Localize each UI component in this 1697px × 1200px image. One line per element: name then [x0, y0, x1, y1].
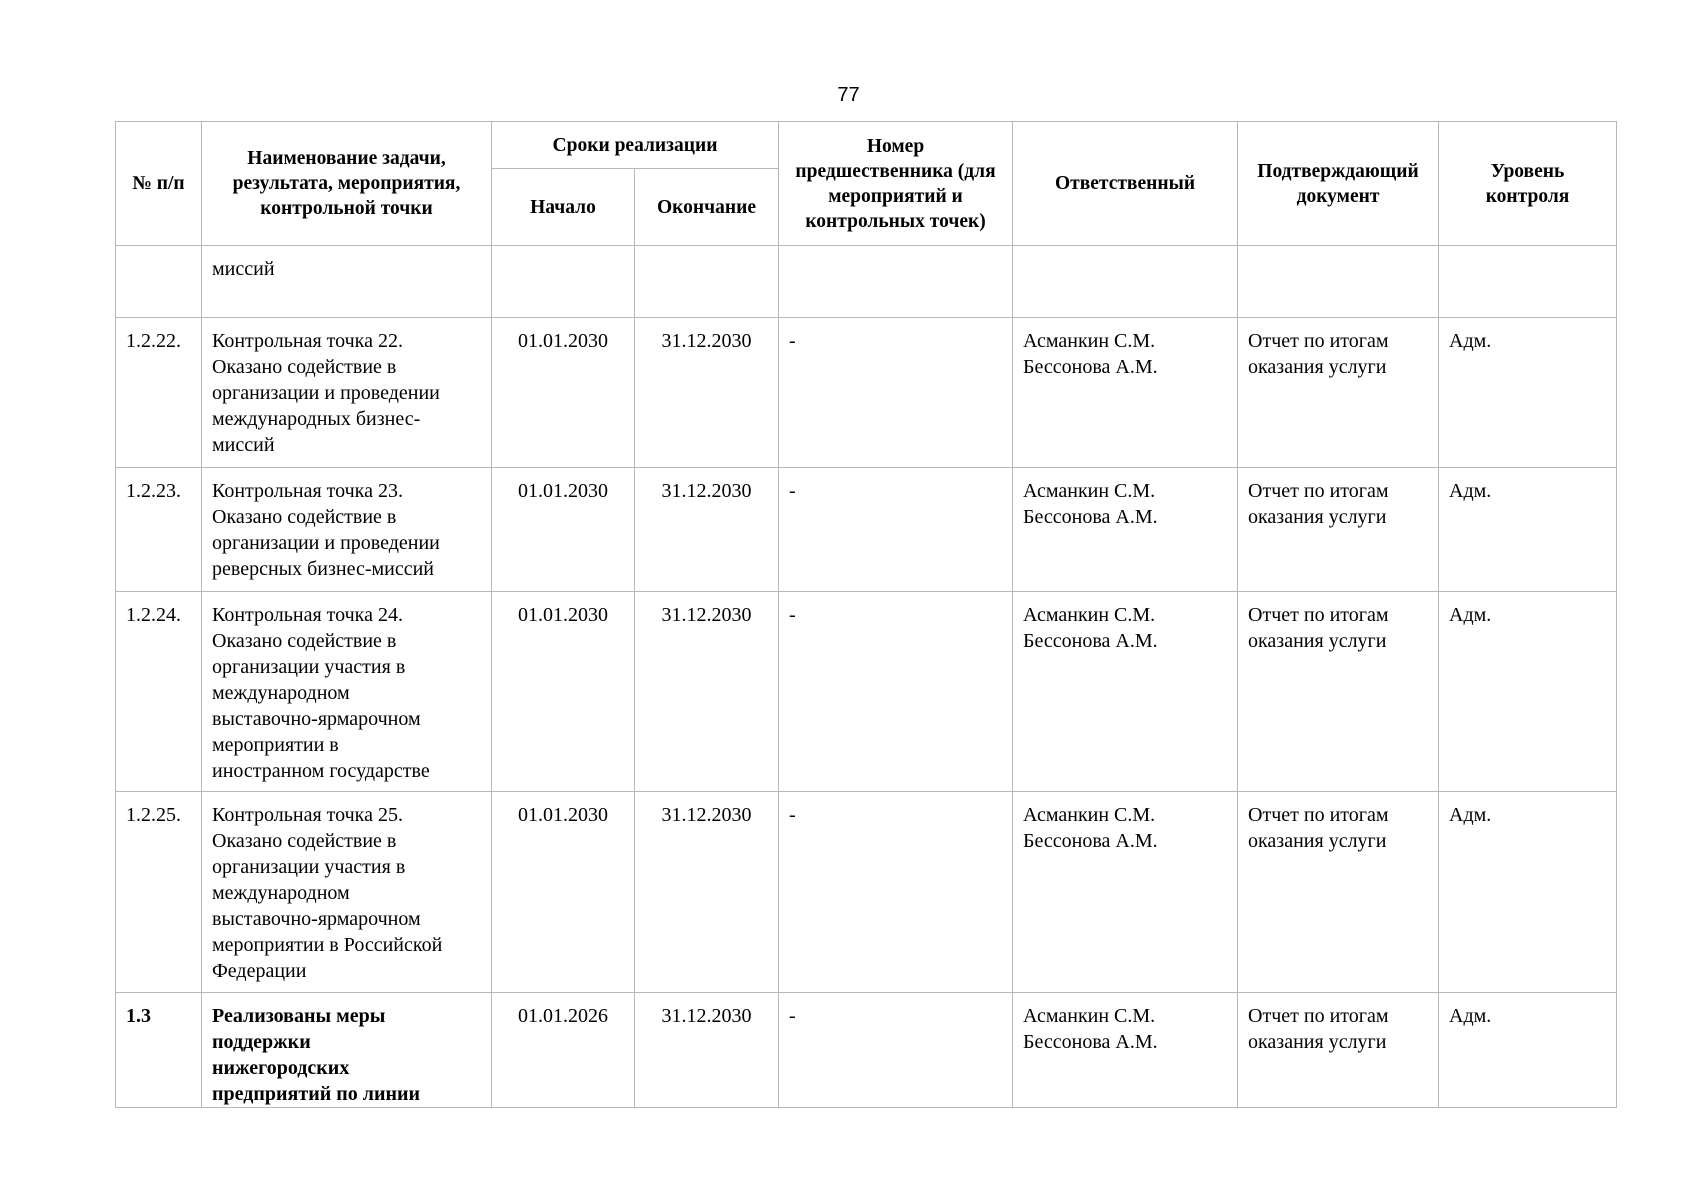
row-end-date: 31.12.2030	[635, 993, 779, 1108]
row-name-line: Реализованы меры	[212, 1005, 386, 1027]
row-predecessor: -	[779, 468, 1013, 592]
row-end-date: 31.12.2030	[635, 318, 779, 468]
cont-resp-cell	[1013, 246, 1238, 318]
row-name-line: организации участия в	[212, 656, 406, 678]
row-name-line: выставочно-ярмарочном	[212, 708, 421, 730]
row-control-level: Адм.	[1439, 592, 1617, 792]
header-predecessor-text: Номер предшественника (для мероприятий и контрольных точек)	[795, 135, 996, 232]
cont-doc-cell	[1238, 246, 1439, 318]
row-responsible	[1013, 592, 1238, 792]
row-control-level: Адм.	[1439, 318, 1617, 468]
row-number: 1.2.23.	[116, 468, 202, 592]
cont-end-cell	[635, 246, 779, 318]
row-end-date: 31.12.2030	[635, 592, 779, 792]
row-name	[202, 468, 492, 592]
row-responsible	[1013, 993, 1238, 1108]
table-row	[116, 993, 1617, 1108]
row-document	[1238, 318, 1439, 468]
row-responsible-line: Асманкин С.М.	[1023, 604, 1156, 626]
row-responsible-line: Асманкин С.М.	[1023, 804, 1156, 826]
row-name-line: Федерации	[212, 960, 307, 982]
header-predecessor	[779, 122, 1013, 246]
row-responsible-line: Бессонова А.М.	[1023, 506, 1158, 528]
row-document-line: оказания услуги	[1248, 506, 1387, 528]
row-name	[202, 592, 492, 792]
header-start: Начало	[492, 169, 635, 246]
row-start-date: 01.01.2030	[492, 792, 635, 993]
row-name-line: Контрольная точка 23.	[212, 480, 403, 502]
row-number: 1.3	[116, 993, 202, 1108]
row-name-line: организации и проведении	[212, 382, 440, 404]
row-responsible-line: Асманкин С.М.	[1023, 480, 1156, 502]
row-name-line: реверсных бизнес-миссий	[212, 558, 435, 580]
table-row	[116, 592, 1617, 792]
row-document-line: оказания услуги	[1248, 1031, 1387, 1053]
row-responsible	[1013, 792, 1238, 993]
row-name-line: выставочно-ярмарочном	[212, 908, 421, 930]
row-name-line: Контрольная точка 25.	[212, 804, 403, 826]
header-control-text: Уровень контроля	[1485, 160, 1570, 207]
row-document-line: оказания услуги	[1248, 356, 1387, 378]
header-name-text: Наименование задачи, результата, мероприятия, контрольной точки	[232, 148, 461, 219]
row-responsible	[1013, 468, 1238, 592]
header-control	[1439, 122, 1617, 246]
row-name-line: Оказано содействие в	[212, 830, 397, 852]
row-name-line: международных бизнес-	[212, 408, 421, 430]
table-row	[116, 792, 1617, 993]
row-control-level: Адм.	[1439, 468, 1617, 592]
table-row	[116, 468, 1617, 592]
row-document	[1238, 468, 1439, 592]
header-num: № п/п	[116, 122, 202, 246]
row-predecessor: -	[779, 792, 1013, 993]
cont-pred-cell	[779, 246, 1013, 318]
row-document-line: Отчет по итогам	[1248, 330, 1389, 352]
row-start-date: 01.01.2030	[492, 592, 635, 792]
row-name-line: Оказано содействие в	[212, 356, 397, 378]
row-name-line: мероприятии в Российской	[212, 934, 443, 956]
row-name-line: организации участия в	[212, 856, 406, 878]
row-name-line: иностранном государстве	[212, 760, 430, 782]
row-start-date: 01.01.2030	[492, 318, 635, 468]
row-name-line: организации и проведении	[212, 532, 440, 554]
row-document-line: Отчет по итогам	[1248, 804, 1389, 826]
row-predecessor: -	[779, 592, 1013, 792]
row-number: 1.2.25.	[116, 792, 202, 993]
row-control-level: Адм.	[1439, 792, 1617, 993]
header-responsible: Ответственный	[1013, 122, 1238, 246]
row-end-date: 31.12.2030	[635, 468, 779, 592]
row-name-line: Оказано содействие в	[212, 630, 397, 652]
continuation-row	[116, 246, 1617, 318]
row-responsible-line: Бессонова А.М.	[1023, 356, 1158, 378]
row-name	[202, 993, 492, 1108]
row-document	[1238, 993, 1439, 1108]
header-name	[202, 122, 492, 246]
row-name-line: Контрольная точка 24.	[212, 604, 403, 626]
row-name-line: поддержки	[212, 1031, 311, 1053]
row-number: 1.2.24.	[116, 592, 202, 792]
row-number: 1.2.22.	[116, 318, 202, 468]
cont-control-cell	[1439, 246, 1617, 318]
row-document-line: Отчет по итогам	[1248, 480, 1389, 502]
row-predecessor: -	[779, 993, 1013, 1108]
row-responsible-line: Бессонова А.М.	[1023, 1031, 1158, 1053]
page-number: 77	[837, 84, 860, 106]
row-name-line: Контрольная точка 22.	[212, 330, 403, 352]
row-document-line: оказания услуги	[1248, 830, 1387, 852]
row-control-level: Адм.	[1439, 993, 1617, 1108]
row-document-line: Отчет по итогам	[1248, 604, 1389, 626]
header-document-text: Подтверждающий документ	[1257, 160, 1419, 207]
cont-name-cell: миссий	[202, 246, 492, 318]
row-responsible	[1013, 318, 1238, 468]
row-name-line: Оказано содействие в	[212, 506, 397, 528]
row-name-line: миссий	[212, 434, 275, 456]
row-responsible-line: Асманкин С.М.	[1023, 330, 1156, 352]
header-terms: Сроки реализации	[492, 122, 779, 169]
row-document	[1238, 592, 1439, 792]
row-name-line: нижегородских	[212, 1057, 350, 1079]
row-name-line: мероприятии в	[212, 734, 339, 756]
row-document-line: Отчет по итогам	[1248, 1005, 1389, 1027]
header-end: Окончание	[635, 169, 779, 246]
cont-start-cell	[492, 246, 635, 318]
cont-num-cell	[116, 246, 202, 318]
row-document	[1238, 792, 1439, 993]
row-predecessor: -	[779, 318, 1013, 468]
row-name-line: международном	[212, 882, 350, 904]
row-end-date: 31.12.2030	[635, 792, 779, 993]
row-start-date: 01.01.2026	[492, 993, 635, 1108]
row-start-date: 01.01.2030	[492, 468, 635, 592]
header-document	[1238, 122, 1439, 246]
row-responsible-line: Бессонова А.М.	[1023, 830, 1158, 852]
plan-table	[115, 121, 1617, 1108]
row-name-line: международном	[212, 682, 350, 704]
row-name	[202, 318, 492, 468]
row-name	[202, 792, 492, 993]
row-document-line: оказания услуги	[1248, 630, 1387, 652]
row-name-line: предприятий по линии	[212, 1083, 421, 1105]
row-responsible-line: Асманкин С.М.	[1023, 1005, 1156, 1027]
table-row	[116, 318, 1617, 468]
row-responsible-line: Бессонова А.М.	[1023, 630, 1158, 652]
